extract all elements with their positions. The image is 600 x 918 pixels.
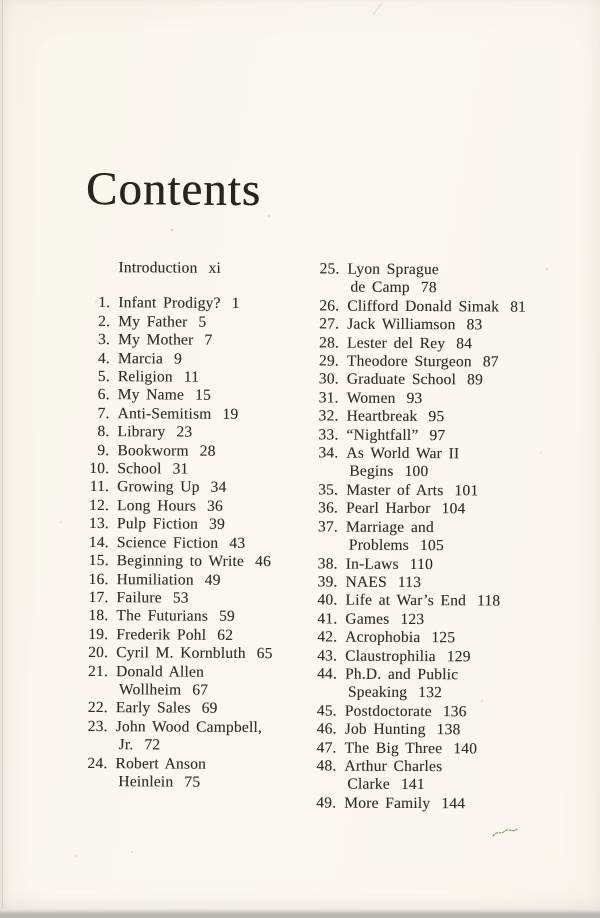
- toc-entry-body: [118, 331, 212, 350]
- toc-entry: [310, 610, 562, 630]
- toc-entry-page: 140: [453, 740, 477, 757]
- toc-entry-number: 19.: [81, 626, 108, 645]
- toc-entry: [81, 644, 309, 664]
- toc-entry-page: 49: [205, 571, 221, 588]
- toc-entry: [310, 721, 562, 741]
- toc-entry: [82, 442, 310, 462]
- toc-entry-number: 23.: [80, 718, 107, 755]
- toc-entry-page: 95: [428, 408, 444, 425]
- toc-entry-page: 110: [410, 555, 433, 572]
- toc-entry-title: Frederik Pohl: [116, 626, 206, 644]
- toc-column-left: [80, 259, 311, 793]
- toc-entry-title: My Father: [118, 313, 187, 330]
- toc-entry-number: 26.: [312, 297, 339, 316]
- toc-entry-number: 45.: [310, 702, 337, 721]
- toc-entry-title: Job Hunting: [345, 721, 426, 738]
- toc-entry: [80, 755, 308, 793]
- toc-entry-body: [346, 481, 478, 500]
- toc-entry-number: 32.: [312, 408, 339, 427]
- toc-entry-page: 87: [483, 353, 499, 370]
- toc-entry: [310, 702, 562, 722]
- toc-entry-title: Women: [347, 389, 396, 406]
- toc-entry-number: 5.: [83, 368, 110, 387]
- toc-entry-page: 78: [421, 279, 437, 296]
- toc-entry-number: 35.: [311, 481, 338, 500]
- toc-entry-page: 118: [477, 593, 500, 610]
- toc-entry-title: Life at War’s End: [345, 592, 466, 610]
- toc-entry: [82, 515, 310, 535]
- toc-entry-page: 31: [172, 461, 188, 478]
- toc-entry: [310, 592, 562, 612]
- toc-entry-number: 47.: [309, 739, 336, 758]
- toc-entry-number: 49.: [309, 794, 336, 813]
- toc-entry-body: [116, 607, 235, 626]
- toc-entry-page: 89: [467, 372, 483, 389]
- toc-entry-page: 132: [418, 684, 442, 701]
- toc-entry-body: [117, 442, 215, 461]
- toc-entry-title: Clifford Donald Simak: [347, 297, 499, 315]
- toc-entry-body: [116, 589, 188, 608]
- toc-entry: [82, 570, 310, 590]
- toc-entry-title: Heartbreak: [347, 408, 418, 425]
- toc-entry-number: 39.: [310, 573, 337, 592]
- toc-entry-title: Early Sales: [116, 700, 191, 717]
- toc-entry-page: 93: [406, 390, 422, 407]
- toc-entry-title: Arthur Charles: [344, 758, 442, 776]
- toc-entry-body: [117, 460, 188, 479]
- toc-entry-page: 97: [429, 427, 445, 444]
- toc-entry-number: 25.: [312, 260, 339, 297]
- toc-entry-page: 39: [209, 516, 225, 533]
- toc-entry-title: Cyril M. Kornbluth: [116, 644, 246, 662]
- toc-entry-body: [344, 739, 477, 758]
- toc-entry-number: 22.: [81, 699, 108, 718]
- toc-entry-title: Graduate School: [347, 371, 456, 389]
- toc-entry-title: Growing Up: [117, 479, 200, 497]
- toc-entry-body: [345, 666, 458, 704]
- toc-intro-label: Introduction: [118, 259, 197, 276]
- toc-entry-page: 62: [217, 627, 233, 644]
- toc-entry-body: [117, 497, 223, 516]
- toc-entry-page: 65: [257, 645, 273, 662]
- toc-entry-page: 138: [437, 721, 461, 738]
- toc-entry-number: 44.: [310, 665, 337, 702]
- page-title: Contents: [86, 166, 261, 214]
- toc-entry-body: [346, 426, 445, 445]
- toc-entry-page: 75: [184, 774, 200, 791]
- toc-entry-number: 37.: [311, 518, 338, 555]
- toc-entry: [312, 352, 564, 372]
- toc-entry-page: 9: [174, 350, 182, 367]
- toc-entry-title: The Futurians: [116, 607, 208, 625]
- toc-entry-page: 101: [454, 482, 478, 499]
- toc-entry: [311, 500, 563, 520]
- toc-entry-body: [347, 316, 482, 335]
- toc-entry-number: 6.: [83, 386, 110, 405]
- toc-entry-number: 31.: [312, 389, 339, 408]
- toc-entry: [312, 316, 564, 336]
- toc-entry: [310, 628, 562, 648]
- toc-entry: [81, 626, 309, 646]
- toc-entry-title: My Mother: [118, 331, 193, 348]
- toc-entry-body: [117, 534, 246, 553]
- toc-entry-body: [345, 721, 461, 740]
- toc-entry: [312, 408, 564, 428]
- toc-entry-title: Science Fiction: [117, 534, 219, 552]
- toc-entry-title: John Wood Campbell,: [116, 718, 262, 736]
- toc-entry-title: Robert Anson: [115, 755, 206, 773]
- toc-entry-page: 67: [192, 682, 208, 699]
- toc-entry-body: [344, 794, 465, 813]
- toc-entry-title: Theodore Sturgeon: [347, 353, 472, 371]
- toc-entry-number: 43.: [310, 647, 337, 666]
- toc-entry-page: 123: [400, 611, 424, 628]
- toc-entry: [310, 665, 562, 703]
- toc-entry-title: School: [117, 460, 161, 477]
- toc-entry-body: [117, 479, 226, 498]
- page-left-edge: [2, 0, 3, 909]
- toc-entry-number: 15.: [82, 552, 109, 571]
- toc-entry: [312, 389, 564, 409]
- toc-entry-page: 5: [198, 313, 206, 330]
- toc-entry-body: [344, 758, 442, 795]
- toc-entry-page: 81: [510, 298, 526, 315]
- toc-entry: [309, 757, 561, 795]
- toc-entry-page: 125: [431, 629, 455, 646]
- toc-entry-number: 33.: [311, 426, 338, 445]
- toc-entry-title: Long Hours: [117, 497, 196, 514]
- toc-entry-title: The Big Three: [344, 739, 442, 757]
- toc-entry-title: In-Laws: [346, 555, 399, 572]
- toc-entry-title: Bookworm: [117, 442, 188, 459]
- toc-entry-body: [346, 500, 466, 519]
- toc-entry-body: [115, 718, 262, 756]
- toc-entry-number: 42.: [310, 628, 337, 647]
- toc-entry: [82, 423, 310, 443]
- toc-entry: [311, 444, 563, 482]
- toc-entry-body: [347, 389, 423, 408]
- toc-entry-page: 34: [211, 479, 227, 496]
- toc-entry: [81, 589, 309, 609]
- toc-entry-page: 141: [401, 776, 425, 793]
- toc-entry-number: 10.: [82, 460, 109, 479]
- toc-entry-title: Beginning to Write: [117, 552, 244, 570]
- toc-entry-body: [346, 445, 459, 483]
- toc-entry-page: 53: [173, 589, 189, 606]
- toc-entry-page: 136: [443, 703, 467, 720]
- toc-entry-body: [346, 518, 444, 555]
- toc-entry-body: [347, 371, 483, 390]
- toc-entry: [312, 297, 564, 317]
- toc-entry-title: Religion: [118, 368, 173, 385]
- toc-entry-body: [346, 555, 433, 574]
- toc-entry: [82, 534, 310, 554]
- toc-entry-title-continued: Jr.: [118, 736, 133, 753]
- toc-entry-page: 1: [232, 295, 240, 312]
- toc-entry-number: 1.: [83, 294, 110, 313]
- toc-entry-title: Lyon Sprague: [347, 261, 439, 279]
- toc-entry: [80, 718, 308, 756]
- toc-entry-title-continued: Begins: [349, 463, 393, 480]
- toc-entry-page: 72: [144, 736, 160, 753]
- toc-entry-title: Games: [345, 610, 389, 627]
- toc-entry-title: Acrophobia: [345, 629, 420, 646]
- toc-entry-page: 28: [200, 442, 216, 459]
- toc-entry-title: Failure: [116, 589, 161, 606]
- toc-entry-number: 41.: [310, 610, 337, 629]
- toc-entry-body: [345, 647, 471, 666]
- toc-entry-number: 4.: [83, 350, 110, 369]
- toc-entry-title-continued: Heinlein: [118, 773, 173, 790]
- toc-entry: [83, 313, 311, 333]
- toc-entry-number: 7.: [83, 405, 110, 424]
- toc-entry-page: 15: [195, 387, 211, 404]
- toc-entry: [309, 794, 561, 814]
- toc-entry-page: 69: [202, 700, 218, 717]
- toc-entry-body: [117, 423, 192, 442]
- toc-entry: [81, 607, 309, 627]
- toc-entry-title-continued: de Camp: [350, 279, 410, 296]
- toc-entry: [310, 573, 562, 593]
- toc-entry-body: [345, 573, 421, 592]
- toc-entry-title: Jack Williamson: [347, 316, 455, 334]
- toc-entry-body: [118, 295, 239, 314]
- toc-entry-number: 28.: [312, 334, 339, 353]
- toc-entry-number: 3.: [83, 331, 110, 350]
- toc-entry-number: 36.: [311, 500, 338, 519]
- toc-entry-number: 27.: [312, 316, 339, 335]
- toc-entry: [81, 699, 309, 719]
- toc-entry-page: 83: [466, 317, 482, 334]
- toc-entry-body: [345, 702, 467, 721]
- toc-entry-body: [347, 408, 445, 427]
- toc-entry-title-continued: Wollheim: [119, 681, 181, 698]
- toc-entry-body: [345, 592, 500, 611]
- toc-entry-title: Lester del Rey: [347, 334, 445, 352]
- toc-entry-number: 34.: [311, 444, 338, 481]
- toc-entry-title: Anti-Semitism: [118, 405, 212, 423]
- toc-entry-title: NAES: [345, 573, 386, 590]
- toc-entry-number: 17.: [81, 589, 108, 608]
- toc-entry-number: 9.: [82, 442, 109, 461]
- toc-entry: [311, 518, 563, 556]
- toc-entry-page: 23: [176, 424, 192, 441]
- page-bottom-edge: [0, 909, 600, 915]
- toc-entry-title-continued: Clarke: [347, 776, 390, 793]
- toc-intro: [83, 259, 311, 279]
- toc-entry-page: 19: [222, 406, 238, 423]
- toc-entry-body: [347, 334, 472, 353]
- toc-entry-page: 7: [204, 332, 212, 349]
- toc-entry-body: [118, 405, 239, 424]
- toc-entry: [309, 739, 561, 759]
- toc-entry: [311, 555, 563, 575]
- toc-entry-body: [116, 700, 218, 719]
- toc-entry-body: [117, 552, 271, 571]
- toc-intro-page: xi: [208, 260, 221, 277]
- toc-entry-title: Marriage and: [346, 518, 434, 536]
- toc-entry-page: 59: [219, 608, 235, 625]
- toc-entry-page: 100: [404, 463, 428, 480]
- toc-entry-title-continued: Speaking: [348, 684, 407, 701]
- toc-entry-number: 13.: [82, 515, 109, 534]
- toc-entry-title: As World War II: [346, 445, 459, 463]
- toc-entry-body: [347, 353, 499, 372]
- toc-entry-number: 40.: [310, 592, 337, 611]
- toc-entry-title: Humiliation: [117, 571, 194, 588]
- toc-entry-number: 11.: [82, 478, 109, 497]
- toc-entry-number: 14.: [82, 534, 109, 553]
- toc-entry-body: [345, 629, 455, 648]
- toc-entry-number: 29.: [312, 352, 339, 371]
- toc-entry-title: Infant Prodigy?: [118, 295, 220, 313]
- toc-entry-page: 46: [255, 553, 271, 570]
- toc-entry-page: 104: [441, 500, 465, 517]
- scuff-mark: [492, 826, 518, 840]
- toc-entry-page: 129: [447, 648, 471, 665]
- toc-entry: [312, 260, 564, 298]
- toc-entry-number: 8.: [82, 423, 109, 442]
- toc-entry-page: 105: [420, 537, 444, 554]
- toc-entry-title: Claustrophilia: [345, 647, 436, 665]
- toc-column-right: [309, 260, 564, 814]
- toc-entry-page: 43: [229, 535, 245, 552]
- toc-entry: [82, 478, 310, 498]
- toc-entry-title: Marcia: [118, 350, 163, 367]
- toc-entry-body: [347, 261, 439, 298]
- toc-entry: [82, 497, 310, 517]
- toc-entry: [311, 481, 563, 501]
- toc-entry-page: 113: [398, 574, 421, 591]
- toc-entry: [83, 386, 311, 406]
- toc-entry-body: [117, 571, 221, 590]
- toc-entry-title: Donald Allen: [116, 663, 204, 681]
- toc-entry-number: 18.: [81, 607, 108, 626]
- toc-entry: [83, 350, 311, 370]
- toc-entry-body: [116, 626, 233, 645]
- toc-entry: [312, 371, 564, 391]
- toc-entry: [83, 294, 311, 314]
- toc-entry-body: [118, 350, 182, 369]
- toc-entry-number: 48.: [309, 757, 336, 794]
- toc-entry-number: 30.: [312, 371, 339, 390]
- toc-entry-title: “Nightfall”: [346, 426, 418, 443]
- toc-entry-title: More Family: [344, 794, 430, 812]
- toc-entry: [83, 368, 311, 388]
- toc-entry-number: 12.: [82, 497, 109, 516]
- toc-entry: [312, 334, 564, 354]
- toc-entry-body: [347, 297, 526, 316]
- toc-entry-title: Master of Arts: [346, 481, 443, 499]
- toc-entry: [310, 647, 562, 667]
- toc-entry: [81, 662, 309, 700]
- toc-entry: [82, 552, 310, 572]
- toc-entry-number: 24.: [80, 755, 107, 792]
- toc-entry-title: Postdoctorate: [345, 702, 432, 720]
- toc-entry-title: My Name: [118, 387, 184, 404]
- toc-entry-page: 144: [441, 795, 465, 812]
- toc-entry-number: 38.: [311, 555, 338, 574]
- toc-entry-body: [116, 644, 273, 663]
- toc-entry-title: Pulp Fiction: [117, 515, 198, 532]
- toc-entry-title: Pearl Harbor: [346, 500, 431, 518]
- toc-entry: [311, 426, 563, 446]
- toc-entry: [83, 405, 311, 425]
- toc-entry-number: 20.: [81, 644, 108, 663]
- toc-entry-body: [116, 663, 208, 700]
- toc-entry-body: [115, 755, 206, 792]
- toc-entry-body: [118, 313, 206, 332]
- toc-entry-page: 84: [456, 335, 472, 352]
- toc-entry-number: 2.: [83, 313, 110, 332]
- toc-entry: [82, 460, 310, 480]
- toc-entry-body: [117, 515, 225, 534]
- toc-entry-number: 46.: [310, 721, 337, 740]
- toc-entry-number: 21.: [81, 662, 108, 699]
- toc-entry-title: Ph.D. and Public: [345, 666, 458, 684]
- toc-entry-page: 36: [207, 498, 223, 515]
- toc-entry-number: 16.: [82, 570, 109, 589]
- toc-entry-body: [345, 610, 424, 629]
- toc-entry-title-continued: Problems: [349, 537, 409, 554]
- toc-entry-body: [118, 368, 199, 387]
- toc-entry-title: Library: [117, 423, 165, 440]
- toc-entry-body: [118, 387, 211, 406]
- toc-entry: [83, 331, 311, 351]
- toc-entry-page: 11: [184, 369, 199, 386]
